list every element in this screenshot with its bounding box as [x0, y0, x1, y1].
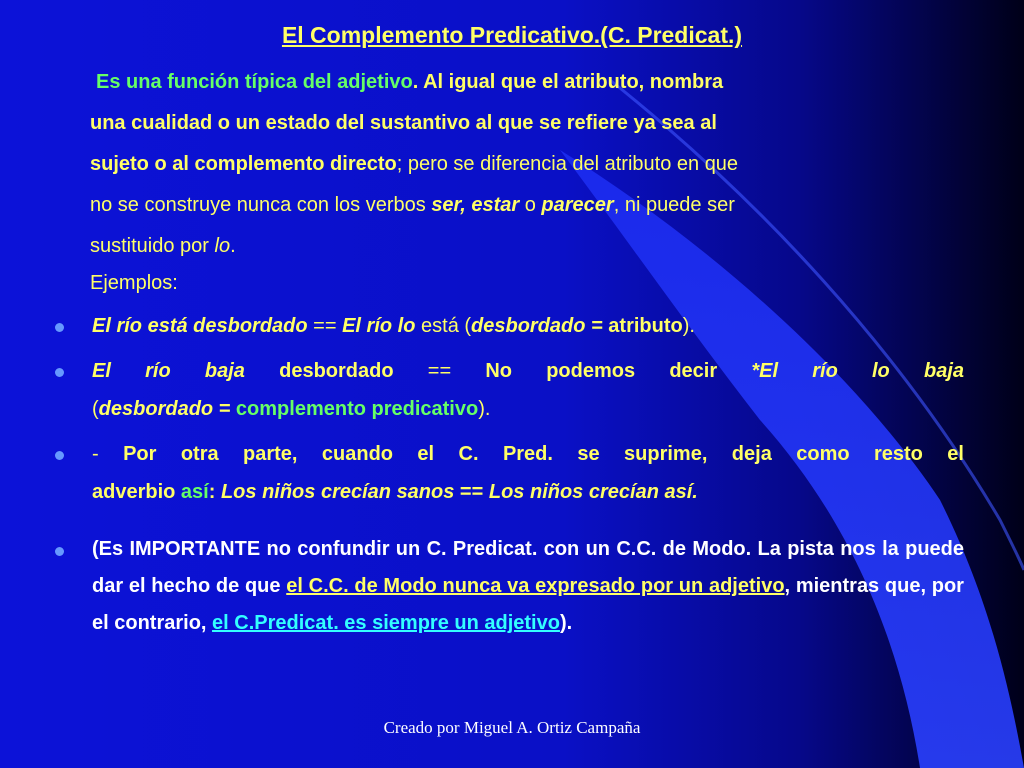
note-underlined-cpredicat: el C.Predicat. es siempre un adjetivo — [212, 612, 560, 634]
example-text-complemento-predicativo: complemento predicativo — [230, 398, 479, 420]
intro-text: o — [519, 194, 542, 216]
example-text: atributo — [602, 315, 683, 337]
intro-text: . Al igual que el atributo, nombra — [412, 71, 724, 93]
bullet-icon — [55, 451, 64, 460]
intro-text: , ni puede ser — [613, 194, 735, 216]
example-text: desbordado = — [98, 398, 231, 420]
example-text: == — [307, 315, 343, 337]
example-text: desbordado — [193, 315, 308, 337]
example-text: == — [393, 360, 486, 382]
example-text: lo — [397, 315, 416, 337]
intro-text: . — [230, 235, 236, 257]
list-item-example-2 — [52, 352, 964, 428]
example-text: Los niños crecían — [488, 481, 665, 503]
intro-line-4 — [90, 185, 940, 226]
example-text: adverbio — [92, 481, 181, 503]
note-text: (Es IMPORTANTE no confundir un C. Predicat. con un C.C. de Modo. La pista nos la puede dar el hecho de que — [92, 538, 964, 597]
ejemplos-label: Ejemplos: — [90, 272, 178, 294]
example-text-asi: así — [180, 481, 209, 503]
example-text: - — [92, 443, 124, 465]
examples-list — [52, 307, 964, 649]
example-text: sanos — [396, 481, 455, 503]
intro-text: ; pero se diferencia del atributo en que — [396, 153, 739, 175]
footer-credit: Creado por Miguel A. Ortiz Campaña — [383, 718, 641, 737]
example-text: == — [454, 481, 489, 503]
example-text: El río está — [92, 315, 194, 337]
example-text: ). — [478, 398, 491, 420]
example-text: ( — [92, 398, 99, 420]
intro-paragraph — [90, 62, 940, 267]
note-text: , mientras que, por el contrario, — [92, 575, 964, 634]
bullet-icon — [55, 547, 64, 556]
list-item-important-note — [52, 531, 964, 642]
example-text: así. — [664, 481, 698, 503]
example-text: El río — [342, 315, 398, 337]
verb-parecer: parecer — [541, 194, 614, 216]
example-text: *El río lo baja — [751, 360, 964, 382]
example-text: desbordado — [279, 360, 394, 382]
bullet-icon — [55, 323, 64, 332]
intro-line-2: una cualidad o un estado del sustantivo al que se refiere ya sea al — [90, 112, 717, 134]
example-text: Por otra parte, cuando el C. Pred. se suprime, deja como resto el — [123, 443, 964, 465]
example-text: Los niños crecían — [220, 481, 397, 503]
bullet-icon — [55, 368, 64, 377]
example-text: : — [208, 481, 221, 503]
intro-line-5 — [90, 226, 940, 267]
example-text: El río baja — [92, 360, 280, 382]
intro-text: sustituido por — [90, 235, 215, 257]
example-2-line-1 — [92, 352, 964, 390]
intro-line-3 — [90, 144, 940, 185]
intro-text: no se construye nunca con los verbos — [90, 194, 432, 216]
example-3-line-1 — [92, 435, 964, 473]
verb-ser-estar: ser, estar — [431, 194, 520, 216]
intro-text: sujeto o al complemento directo — [90, 153, 397, 175]
example-text: ). — [682, 315, 695, 337]
list-item-example-1 — [52, 307, 964, 345]
example-text: No podemos decir — [485, 360, 752, 382]
example-text: está ( — [415, 315, 472, 337]
intro-line-1 — [90, 62, 940, 103]
list-item-example-3 — [52, 435, 964, 511]
intro-highlight-adjetivo: Es una función típica del adjetivo — [96, 71, 413, 93]
slide-title: El Complemento Predicativo.(C. Predicat.) — [281, 22, 743, 48]
note-text: ). — [559, 612, 573, 634]
pronoun-lo: lo — [214, 235, 231, 257]
note-underlined-cc-modo: el C.C. de Modo nunca va expresado por un adjetivo — [286, 575, 785, 597]
example-text: desbordado = — [471, 315, 603, 337]
